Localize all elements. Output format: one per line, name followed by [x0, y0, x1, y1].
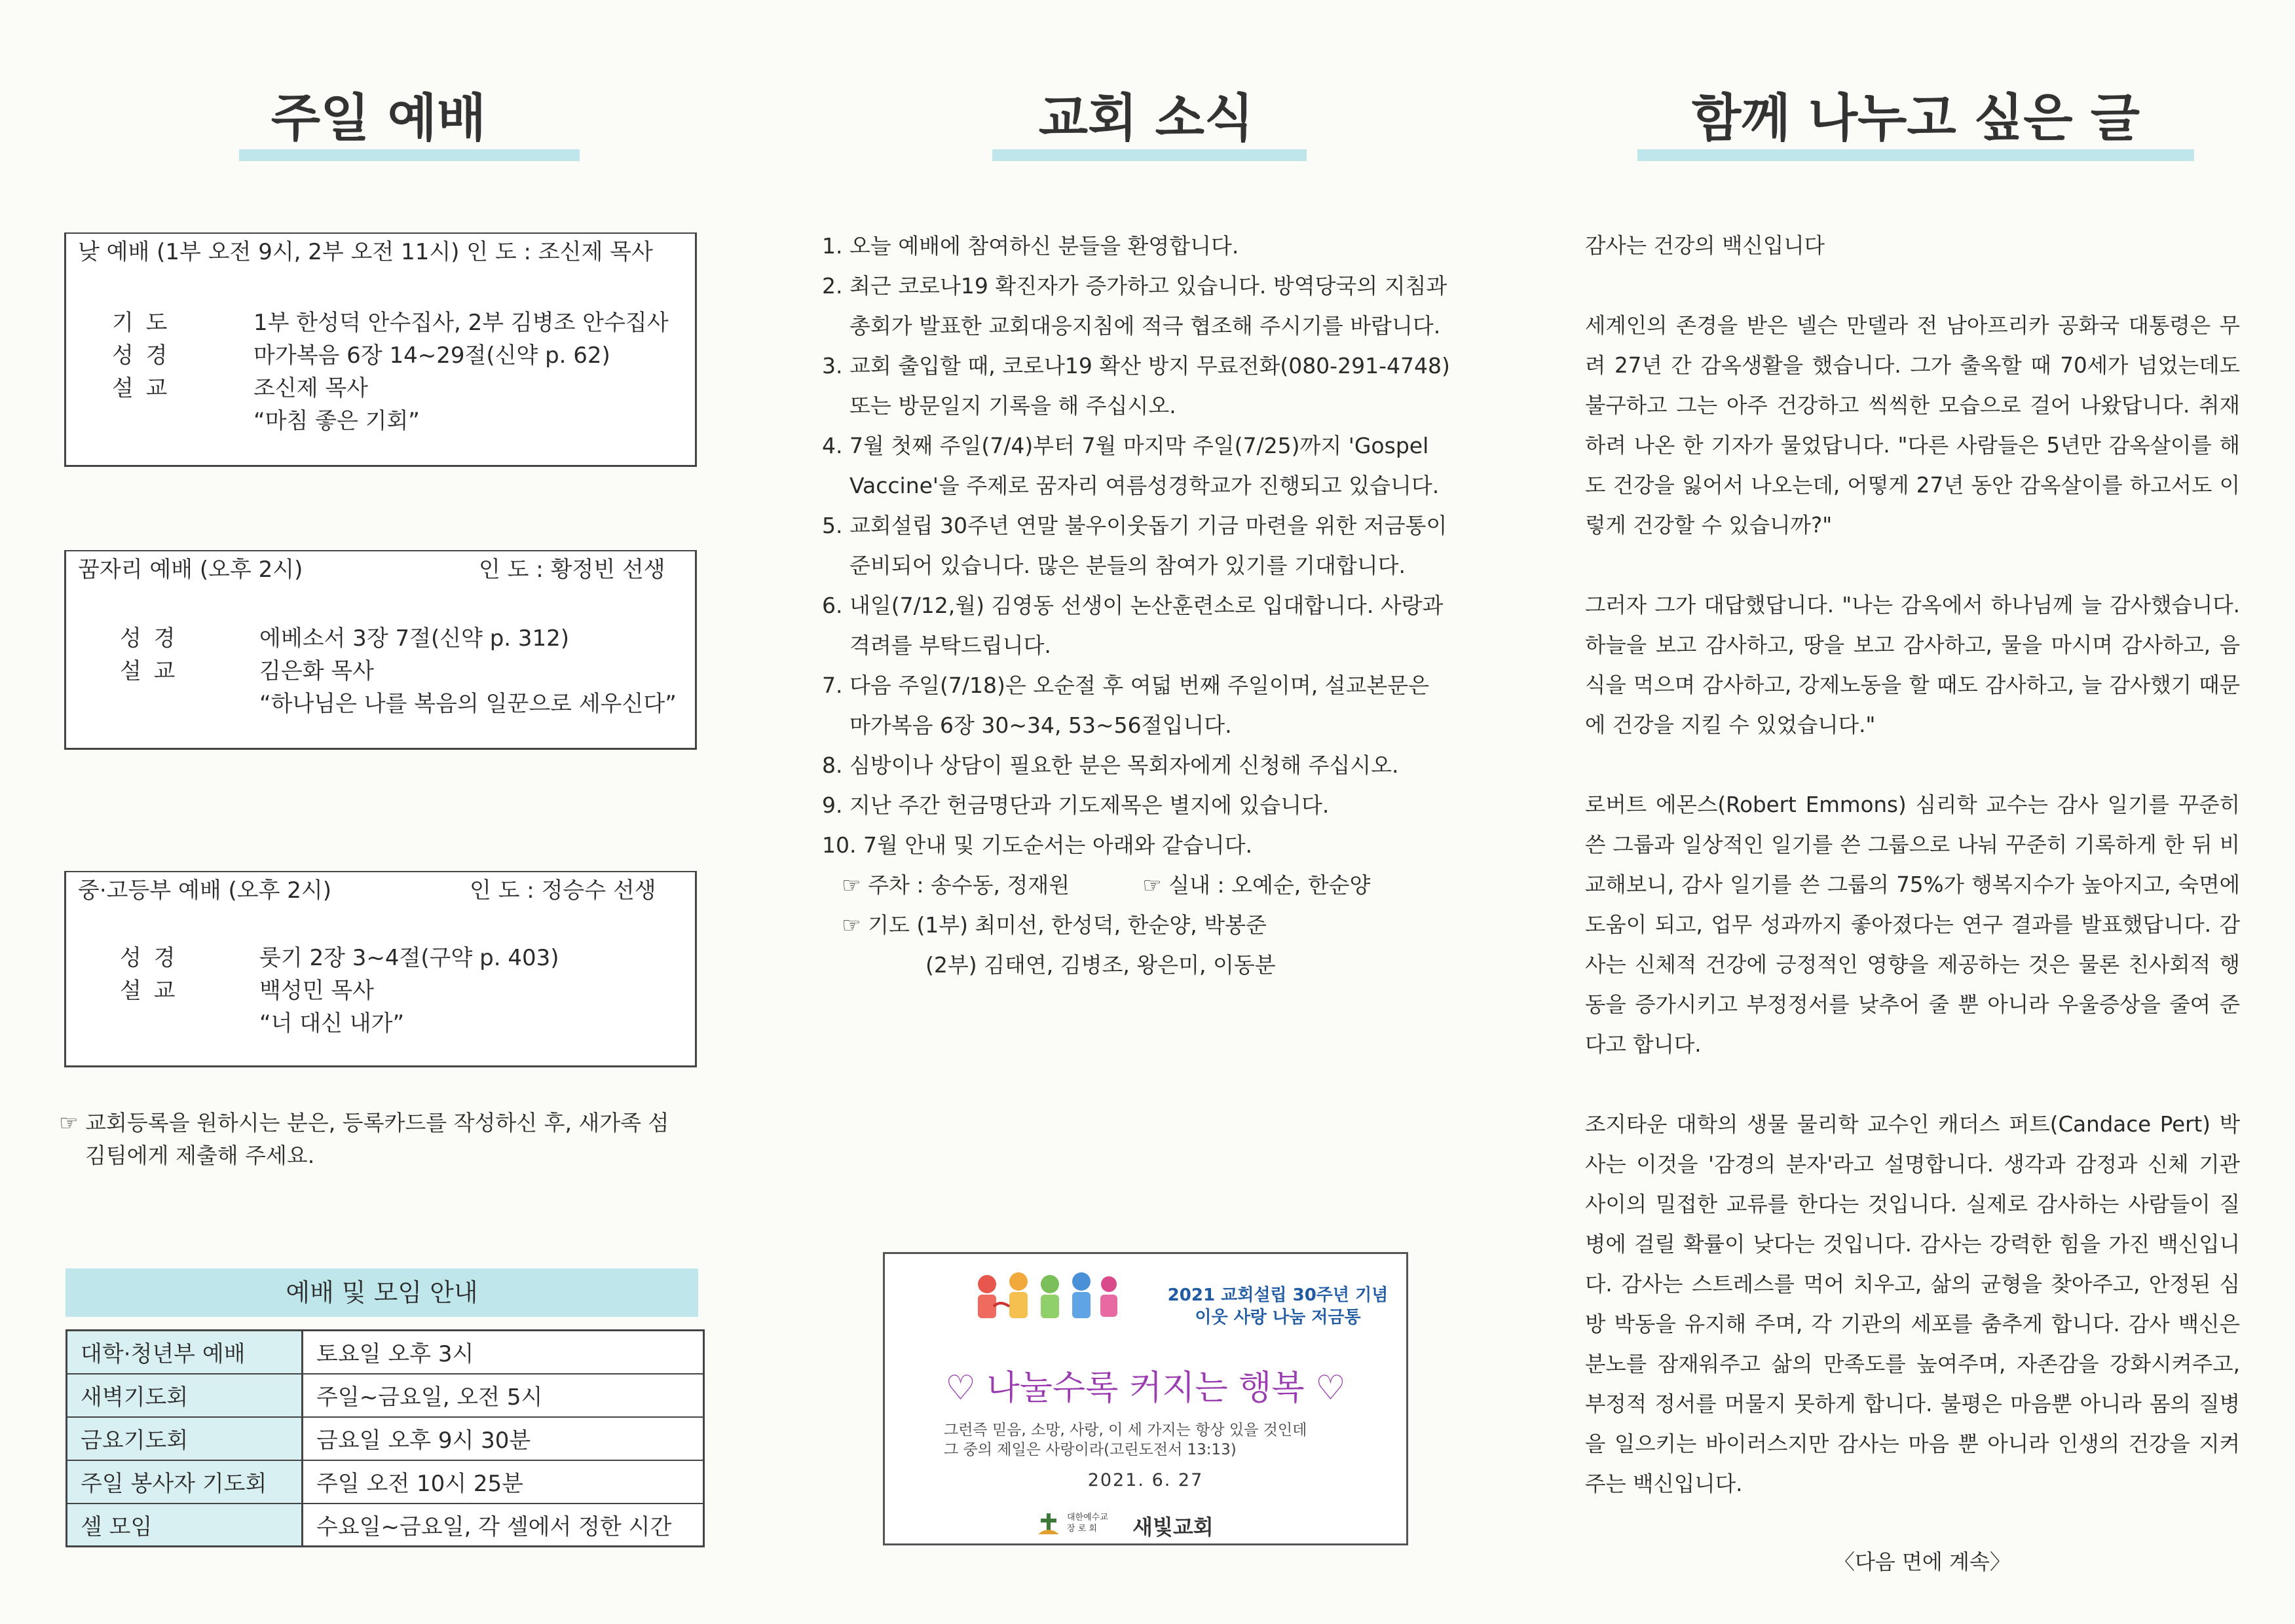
essay-paragraph: 로버트 에몬스(Robert Emmons) 심리학 교수는 감사 일기를 꾸준히 쓴 그룹과 일상적인 일기를 쓴 그룹으로 나눠 꾸준히 기록하게 한 뒤 비교해보니, 감사 일기를 쓴 그룹의 75%가 행복지수가 높아지고, 숙면에 도움이 되고, 업무 성과까지 좋아졌다는 연구 결과를 발표했답니다. 감사는 신체적 건강에 긍정적인 영향을 제공하는 것은 물론 친사회적 행동을 증가시키고 부정정서를 낮추어 줄 뿐 아니라 우울증상을 줄여 준다고 합니다.: [1585, 792, 2240, 1057]
worship-title: 주일 예배: [271, 89, 487, 148]
youth-row-label: 성 경: [120, 945, 178, 971]
day-row-value: 1부 한성덕 안수집사, 2부 김병조 안수집사: [253, 310, 669, 336]
youth-row-label: 설 교: [120, 978, 178, 1004]
schedule-time: 주일~금요일, 오전 5시: [303, 1374, 704, 1417]
table-row: [67, 1331, 704, 1374]
kkumjari-worship-leader: 인 도 : 황정빈 선생: [479, 557, 665, 583]
indoor-duty: ☞ 실내 : 오예순, 한순양: [1142, 872, 1371, 898]
list-item: 9. 지난 주간 헌금명단과 기도제목은 별지에 있습니다.: [822, 792, 1330, 818]
essay-title: 함께 나누고 싶은 글: [1691, 89, 2140, 148]
continued-note: 〈다음 면에 계속〉: [1834, 1549, 2011, 1574]
day-row-label: 기 도: [112, 310, 170, 336]
schedule-time: 수요일~금요일, 각 셀에서 정한 시간: [303, 1504, 704, 1547]
day-worship-box: [64, 232, 697, 467]
schedule-name: 새벽기도회: [67, 1374, 303, 1417]
list-item: 4. 7월 첫째 주일(7/4)부터 7월 마지막 주일(7/25)까지 'Gospel: [822, 433, 1429, 458]
schedule-time: 주일 오전 10시 25분: [303, 1460, 704, 1504]
list-item: 총회가 발표한 교회대응지침에 적극 협조해 주시기를 바랍니다.: [849, 313, 1441, 339]
worship-title-underline: [239, 149, 580, 161]
donation-card: [883, 1252, 1408, 1545]
news-title: 교회 소식: [1038, 89, 1254, 148]
table-row: [67, 1374, 704, 1417]
essay-paragraph: 조지타운 대학의 생물 물리학 교수인 캐더스 퍼트(Candace Pert) 박사는 이것을 '감경의 분자'라고 설명합니다. 생각과 감정과 신체 기관 사이의 밀접한 교류를 한다는 것입니다. 실제로 감사하는 사람들이 질병에 걸릴 확률이 낮다는 것입니다. 감사는 강력한 힘을 가진 백신입니다. 감사는 스트레스를 먹어 치우고, 삶의 균형을 찾아주고, 안정된 심방 박동을 유지해 주며, 각 기관의 세포를 춤추게 합니다. 감사 백신은 분노를 잠재워주고 삶의 만족도를 높여주며, 자존감을 강화시켜주고, 부정적 정서를 머물지 못하게 합니다. 불평은 마음뿐 아니라 몸의 질병을 일으키는 바이러스지만 감사는 마음 뿐 아니라 인생의 건강을 지켜주는 백신입니다.: [1585, 1112, 2240, 1496]
essay-subtitle: 감사는 건강의 백신입니다: [1585, 233, 1825, 258]
list-item: 2. 최근 코로나19 확진자가 증가하고 있습니다. 방역당국의 지침과: [822, 273, 1447, 299]
list-item: 1. 오늘 예배에 참여하신 분들을 환영합니다.: [822, 233, 1239, 259]
denomination-line: 장 로 회: [1067, 1524, 1097, 1534]
kkumjari-row-value: 김은화 목사: [259, 658, 375, 684]
kkumjari-sermon-title: “하나님은 나를 복음의 일꾼으로 세우신다”: [259, 691, 677, 717]
youth-worship-leader: 인 도 : 정승수 선생: [470, 877, 656, 904]
youth-row-value: 백성민 목사: [259, 978, 375, 1004]
schedule-time: 금요일 오후 9시 30분: [303, 1417, 704, 1460]
youth-worship-box: [64, 871, 697, 1067]
list-item: 또는 방문일지 기록을 해 주십시오.: [849, 393, 1176, 418]
essay-paragraph: 그러자 그가 대답했답니다. "나는 감옥에서 하나님께 늘 감사했습니다. 하늘을 보고 감사하고, 땅을 보고 감사하고, 물을 마시며 감사하고, 음식을 먹으며 감사하고, 강제노동을 할 때도 감사하고, 늘 감사했기 때문에 건강을 지킬 수 있었습니다.": [1585, 593, 2240, 737]
children-illustration: [967, 1267, 1125, 1326]
list-item: 10. 7월 안내 및 기도순서는 아래와 같습니다.: [822, 832, 1252, 858]
card-date: 2021. 6. 27: [1087, 1470, 1204, 1490]
church-logo: [1036, 1511, 1311, 1540]
schedule-name: 셀 모임: [67, 1504, 303, 1547]
kkumjari-row-label: 설 교: [120, 658, 178, 684]
card-verse-line: 그런즉 믿음, 소망, 사랑, 이 세 가지는 항상 있을 것인데: [944, 1422, 1307, 1439]
essay-body: [1585, 226, 2240, 1504]
schedule-header: 예배 및 모임 안내: [65, 1268, 698, 1317]
list-item: 5. 교회설립 30주년 연말 불우이웃돕기 기금 마련을 위한 저금통이: [822, 513, 1447, 538]
youth-worship-head: 중·고등부 예배 (오후 2시): [78, 877, 331, 904]
list-item: 7. 다음 주일(7/18)은 오순절 후 여덟 번째 주일이며, 설교본문은: [822, 673, 1430, 698]
day-row-value: 조신제 목사: [253, 375, 369, 401]
kkumjari-row-value: 에베소서 3장 7절(신약 p. 312): [259, 625, 570, 652]
list-item: (2부) 김태연, 김병조, 왕은미, 이동분: [925, 952, 1276, 978]
parking-duty: ☞ 주차 : 송수동, 정재원: [842, 872, 1070, 898]
list-item: ☞ 기도 (1부) 최미선, 한성덕, 한순양, 박봉준: [842, 912, 1267, 938]
schedule-table: [65, 1329, 705, 1547]
day-row-label: 성 경: [112, 342, 170, 369]
list-item: 8. 심방이나 상담이 필요한 분은 목회자에게 신청해 주십시오.: [822, 752, 1399, 778]
card-verse-line: 그 중의 제일은 사랑이라(고린도전서 13:13): [944, 1441, 1237, 1458]
list-item: Vaccine'을 주제로 꿈자리 여름성경학교가 진행되고 있습니다.: [849, 473, 1440, 498]
schedule-name: 주일 봉사자 기도회: [67, 1460, 303, 1504]
day-sermon-title: “마침 좋은 기회”: [253, 408, 420, 434]
news-list: [822, 226, 1450, 985]
register-note: ☞ 교회등록을 원하시는 분은, 등록카드를 작성하신 후, 새가족 섬김팀에게 제출해 주세요.: [59, 1110, 669, 1168]
day-worship-head: 낮 예배 (1부 오전 9시, 2부 오전 11시) 인 도 : 조신제 목사: [78, 239, 653, 265]
day-row-value: 마가복음 6장 14~29절(신약 p. 62): [253, 342, 610, 369]
card-slogan: ♡ 나눌수록 커지는 행복 ♡: [945, 1369, 1346, 1408]
card-tag-savings: 이웃 사랑 나눔 저금통: [1195, 1308, 1361, 1327]
day-row-label: 설 교: [112, 375, 170, 401]
kkumjari-worship-box: [64, 550, 697, 750]
schedule-name: 대학·청년부 예배: [67, 1331, 303, 1374]
list-item: 6. 내일(7/12,월) 김영동 선생이 논산훈련소로 입대합니다. 사랑과: [822, 593, 1444, 618]
list-item: 3. 교회 출입할 때, 코로나19 확산 방지 무료전화(080-291-4748): [822, 353, 1450, 378]
kkumjari-row-label: 성 경: [120, 625, 178, 652]
list-item: 준비되어 있습니다. 많은 분들의 참여가 있기를 기대합니다.: [849, 553, 1406, 578]
church-name: 새빛교회: [1132, 1515, 1214, 1540]
list-item: [822, 865, 1450, 905]
table-row: [67, 1504, 704, 1547]
list-item: 마가복음 6장 30~34, 53~56절입니다.: [849, 712, 1232, 738]
youth-sermon-title: “너 대신 내가”: [259, 1010, 405, 1037]
schedule-name: 금요기도회: [67, 1417, 303, 1460]
church-emblem-icon: [1036, 1511, 1062, 1537]
worship-column: [59, 0, 707, 1624]
essay-title-underline: [1637, 149, 2194, 161]
table-row: [67, 1417, 704, 1460]
list-item: 격려를 부탁드립니다.: [849, 633, 1051, 658]
news-title-underline: [992, 149, 1307, 161]
essay-column: [1585, 0, 2253, 1624]
essay-paragraph: 세계인의 존경을 받은 넬슨 만델라 전 남아프리카 공화국 대통령은 무려 27년 간 감옥생활을 했습니다. 그가 출옥할 때 70세가 넘었는데도 불구하고 그는 아주 건강하고 씩씩한 모습으로 걸어 나왔답니다. 취재하려 나온 한 기자가 물었답니다. "다른 사람들은 5년만 감옥살이를 해도 건강을 잃어서 나오는데, 어떻게 27년 동안 감옥살이를 하고서도 이렇게 건강할 수 있습니까?": [1585, 313, 2240, 538]
youth-row-value: 룻기 2장 3~4절(구약 p. 403): [259, 945, 559, 971]
table-row: [67, 1460, 704, 1504]
kkumjari-worship-head: 꿈자리 예배 (오후 2시): [78, 557, 303, 583]
card-tag-anniversary: 2021 교회설립 30주년 기념: [1167, 1285, 1389, 1305]
schedule-time: 토요일 오후 3시: [316, 1341, 474, 1368]
denomination-line: 대한예수교: [1067, 1513, 1108, 1522]
